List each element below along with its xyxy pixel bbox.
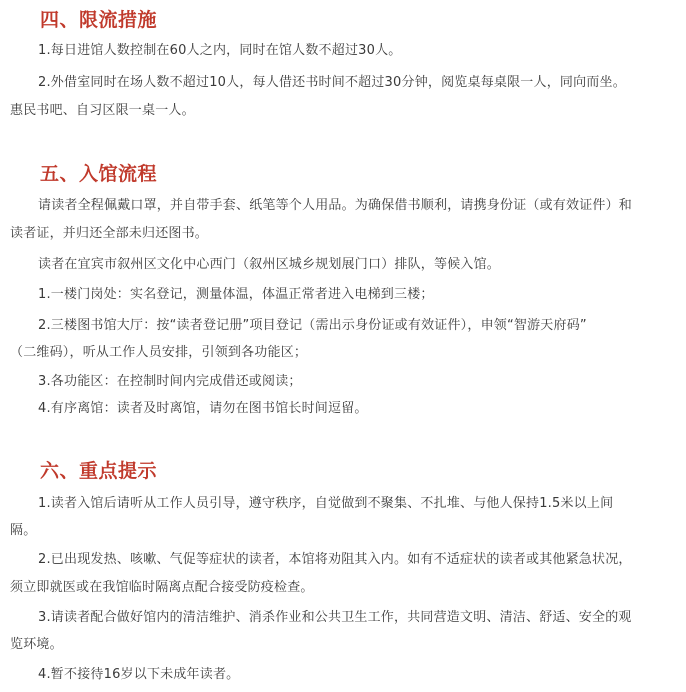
paragraph-line: 3.各功能区：在控制时间内完成借还或阅读；: [38, 374, 302, 389]
paragraph-line: 4.有序离馆：读者及时离馆，请勿在图书馆长时间逗留。: [38, 401, 368, 416]
paragraph-line: 1.读者入馆后请听从工作人员引导，遵守秩序，自觉做到不聚集、不扎堆、与他人保持1.5米以上间: [38, 496, 614, 511]
section-heading-key-tips: 六、重点提示: [40, 460, 158, 482]
paragraph-line: 览环境。: [10, 637, 63, 652]
paragraph-line: 2.外借室同时在场人数不超过10人，每人借还书时间不超过30分钟，阅览桌每桌限一人，同向而坐。: [38, 75, 626, 90]
paragraph-line: 4.暂不接待16岁以下未成年读者。: [38, 667, 240, 682]
paragraph-line: 请读者全程佩戴口罩，并自带手套、纸笔等个人用品。为确保借书顺利，请携身份证（或有效证件）和: [38, 198, 633, 213]
paragraph-line: 2.已出现发热、咳嗽、气促等症状的读者，本馆将劝阻其入内。如有不适症状的读者或其他紧急状况，: [38, 552, 632, 567]
paragraph-line: 1.每日进馆人数控制在60人之内，同时在馆人数不超过30人。: [38, 43, 402, 58]
paragraph-line: 隔。: [10, 523, 37, 538]
paragraph-line: 须立即就医或在我馆临时隔离点配合接受防疫检查。: [10, 580, 314, 595]
paragraph-line: 3.请读者配合做好馆内的清洁维护、消杀作业和公共卫生工作，共同营造文明、清洁、舒适、安全的观: [38, 610, 632, 625]
paragraph-line: 惠民书吧、自习区限一桌一人。: [10, 103, 195, 118]
paragraph-line: 2.三楼图书馆大厅：按“读者登记册”项目登记（需出示身份证或有效证件），申领“智游天府码”: [38, 318, 587, 333]
section-heading-entry-process: 五、入馆流程: [40, 163, 158, 185]
section-heading-restrictions: 四、限流措施: [40, 9, 158, 31]
paragraph-line: 1.一楼门岗处：实名登记，测量体温，体温正常者进入电梯到三楼；: [38, 287, 434, 302]
paragraph-line: （二维码），听从工作人员安排，引领到各功能区；: [10, 345, 308, 360]
paragraph-line: 读者证，并归还全部未归还图书。: [10, 226, 209, 241]
paragraph-line: 读者在宜宾市叙州区文化中心西门（叙州区城乡规划展门口）排队，等候入馆。: [38, 257, 501, 272]
